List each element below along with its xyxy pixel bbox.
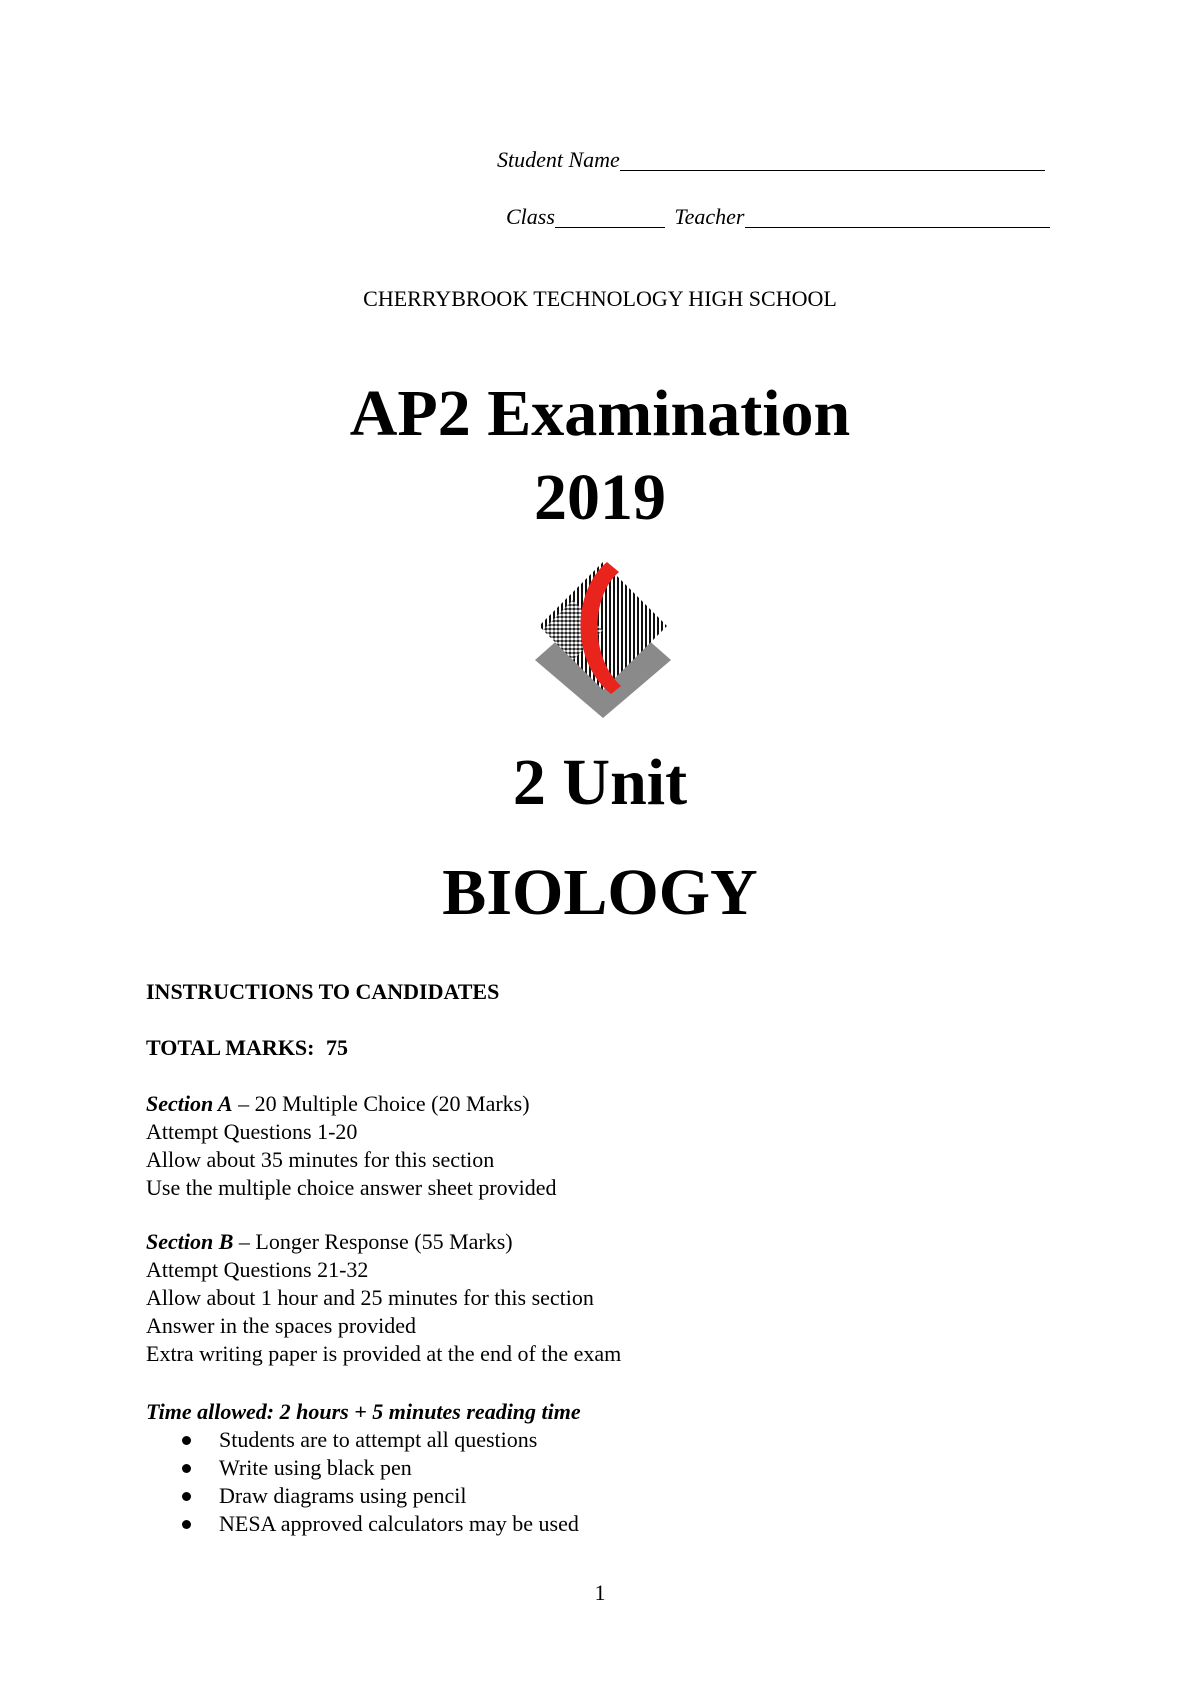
teacher-label: Teacher xyxy=(674,204,745,229)
section-b-label: Section B xyxy=(146,1229,234,1254)
exam-year: 2019 xyxy=(534,461,666,534)
bullet-text: NESA approved calculators may be used xyxy=(219,1511,579,1536)
section-a-line: Allow about 35 minutes for this section xyxy=(146,1147,495,1172)
bullet-text: Write using black pen xyxy=(219,1455,412,1480)
section-a-description: – 20 Multiple Choice (20 Marks) xyxy=(232,1091,530,1116)
exam-title: AP2 Examination xyxy=(349,377,851,450)
section-a-line: Attempt Questions 1-20 xyxy=(146,1119,358,1144)
school-name: CHERRYBROOK TECHNOLOGY HIGH SCHOOL xyxy=(363,286,837,311)
bullet-icon xyxy=(182,1464,191,1473)
list-item xyxy=(146,1482,579,1510)
class-line xyxy=(555,226,665,228)
bullet-icon xyxy=(182,1492,191,1501)
section-b-heading xyxy=(146,1228,621,1256)
section-a-heading xyxy=(146,1090,557,1118)
student-name-field xyxy=(497,146,1045,174)
total-marks-value: 75 xyxy=(326,1035,348,1060)
list-item xyxy=(146,1454,579,1482)
instructions-heading: INSTRUCTIONS TO CANDIDATES xyxy=(146,979,500,1004)
list-item xyxy=(146,1510,579,1538)
section-b xyxy=(146,1228,621,1368)
total-marks xyxy=(146,1034,348,1062)
unit-label: 2 Unit xyxy=(512,746,688,819)
section-b-description: – Longer Response (55 Marks) xyxy=(233,1229,513,1254)
school-logo-icon xyxy=(533,560,673,720)
bullet-text: Draw diagrams using pencil xyxy=(219,1483,467,1508)
time-allowed: Time allowed: 2 hours + 5 minutes reading time xyxy=(146,1399,581,1424)
bullet-icon xyxy=(182,1520,191,1529)
class-teacher-field xyxy=(506,203,1050,231)
section-a-line: Use the multiple choice answer sheet provided xyxy=(146,1175,557,1200)
section-b-line: Extra writing paper is provided at the end of the exam xyxy=(146,1341,622,1366)
page-number: 1 xyxy=(594,1580,606,1605)
subject-title: BIOLOGY xyxy=(442,856,758,929)
section-b-line: Allow about 1 hour and 25 minutes for this section xyxy=(146,1285,594,1310)
section-b-line: Answer in the spaces provided xyxy=(146,1313,417,1338)
class-label: Class xyxy=(506,204,555,229)
bullet-text: Students are to attempt all questions xyxy=(219,1427,538,1452)
section-a xyxy=(146,1090,557,1202)
student-name-line xyxy=(620,169,1045,171)
bullet-icon xyxy=(182,1436,191,1445)
list-item xyxy=(146,1426,579,1454)
total-marks-label: TOTAL MARKS: xyxy=(146,1035,315,1060)
section-a-label: Section A xyxy=(146,1091,233,1116)
section-b-line: Attempt Questions 21-32 xyxy=(146,1257,369,1282)
instructions-bullet-list xyxy=(146,1426,579,1538)
student-name-label: Student Name xyxy=(497,147,620,172)
teacher-line xyxy=(745,226,1050,228)
